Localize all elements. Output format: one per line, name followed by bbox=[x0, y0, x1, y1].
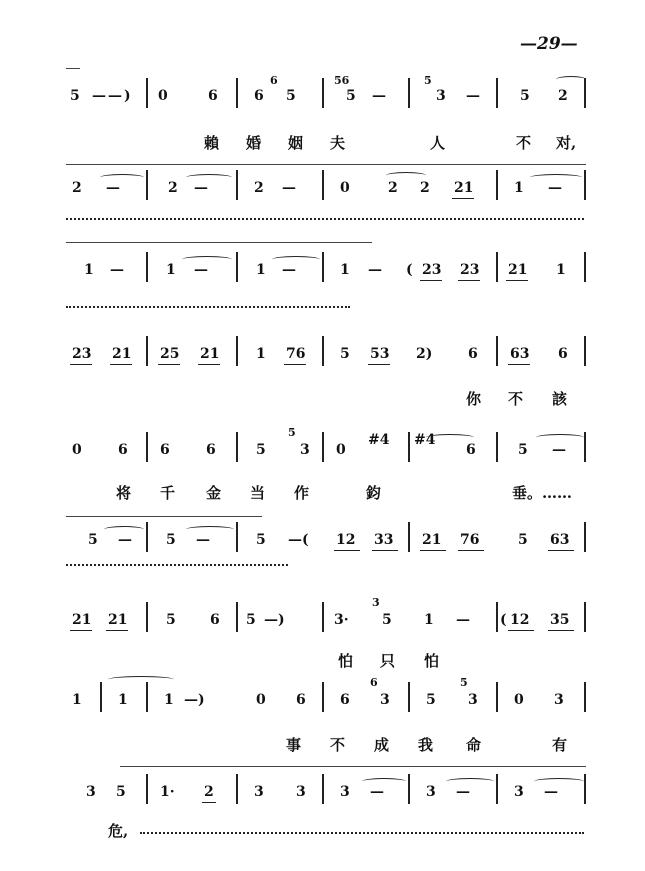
note: 76 bbox=[286, 346, 306, 362]
barline bbox=[584, 432, 586, 462]
note: 6 bbox=[206, 442, 216, 458]
slur bbox=[272, 256, 320, 263]
note: 0 bbox=[158, 88, 168, 104]
lyric: 賴 bbox=[204, 134, 220, 152]
barline bbox=[408, 774, 410, 804]
lyric: 你 bbox=[466, 390, 482, 408]
note: 5 bbox=[116, 784, 126, 800]
barline bbox=[236, 78, 238, 108]
note: 5 bbox=[256, 532, 266, 548]
lyric: 夫 bbox=[330, 134, 346, 152]
slur bbox=[536, 434, 584, 441]
page-number: —29— bbox=[520, 34, 578, 54]
lyric: 鈞 bbox=[366, 484, 382, 502]
note: 1 bbox=[340, 262, 350, 278]
lyric-continuation bbox=[66, 564, 288, 566]
note: ) bbox=[124, 88, 131, 104]
barline bbox=[408, 522, 410, 552]
slur bbox=[426, 434, 474, 441]
lyric-continuation bbox=[140, 832, 584, 834]
barline bbox=[236, 602, 238, 632]
note: 5 bbox=[382, 612, 392, 628]
barline bbox=[322, 682, 324, 712]
note: 1 bbox=[72, 692, 82, 708]
note: 6 bbox=[468, 346, 478, 362]
note: 1 bbox=[424, 612, 434, 628]
note: 5 bbox=[166, 532, 176, 548]
note: 23 bbox=[422, 262, 442, 278]
barline bbox=[146, 774, 148, 804]
slur bbox=[104, 526, 144, 533]
lyric: 有 bbox=[552, 736, 568, 754]
barline bbox=[584, 78, 586, 108]
note: — bbox=[548, 180, 562, 196]
barline bbox=[146, 170, 148, 200]
lyric: 只 bbox=[380, 652, 396, 670]
note: 21 bbox=[422, 532, 442, 548]
barline bbox=[322, 602, 324, 632]
lyric-continuation bbox=[66, 306, 350, 308]
slur bbox=[182, 256, 232, 263]
grace-note: 3 bbox=[372, 596, 380, 609]
note: 3 bbox=[468, 692, 478, 708]
note: 1· bbox=[160, 784, 175, 800]
note: #4 bbox=[414, 432, 436, 448]
slur bbox=[186, 174, 232, 181]
note: —) bbox=[264, 612, 285, 628]
note: — bbox=[194, 262, 208, 278]
note: 21 bbox=[72, 612, 92, 628]
grace-note: 5 bbox=[424, 74, 432, 87]
slur bbox=[108, 676, 174, 683]
lyric: 不 bbox=[330, 736, 346, 754]
barline bbox=[236, 522, 238, 552]
slur bbox=[362, 778, 406, 785]
note: — bbox=[544, 784, 558, 800]
note: — bbox=[456, 784, 470, 800]
note: 5 bbox=[246, 612, 256, 628]
note: #4 bbox=[368, 432, 390, 448]
barline bbox=[146, 602, 148, 632]
barline bbox=[496, 336, 498, 366]
note: —) bbox=[184, 692, 205, 708]
lyric: 該 bbox=[552, 390, 568, 408]
barline bbox=[236, 336, 238, 366]
note: 2 bbox=[168, 180, 178, 196]
note: 25 bbox=[160, 346, 180, 362]
barline bbox=[146, 432, 148, 462]
note: — bbox=[282, 262, 296, 278]
note: 12 bbox=[510, 612, 530, 628]
grace-note: 6 bbox=[370, 676, 378, 689]
note: 5 bbox=[256, 442, 266, 458]
grace-note: 5 bbox=[460, 676, 468, 689]
lyric: 千 bbox=[160, 484, 176, 502]
note: 0 bbox=[514, 692, 524, 708]
barline bbox=[322, 432, 324, 462]
barline bbox=[322, 774, 324, 804]
lyric: 怕 bbox=[424, 652, 440, 670]
note: 2 bbox=[420, 180, 430, 196]
note: 0 bbox=[72, 442, 82, 458]
note: 0 bbox=[340, 180, 350, 196]
note: 1 bbox=[514, 180, 524, 196]
lyric: 人 bbox=[430, 134, 446, 152]
barline bbox=[408, 432, 410, 462]
barline bbox=[322, 252, 324, 282]
note: — bbox=[194, 180, 208, 196]
barline bbox=[100, 682, 102, 712]
note: — bbox=[466, 88, 480, 104]
slur bbox=[100, 174, 144, 181]
note: — bbox=[118, 532, 132, 548]
note: 3 bbox=[86, 784, 96, 800]
barline bbox=[496, 602, 498, 632]
note: 6 bbox=[296, 692, 306, 708]
lyric: 怕 bbox=[338, 652, 354, 670]
lyric: 将 bbox=[116, 484, 132, 502]
note: — bbox=[372, 88, 386, 104]
note: 6 bbox=[558, 346, 568, 362]
note: 3 bbox=[254, 784, 264, 800]
note: 6 bbox=[160, 442, 170, 458]
barline bbox=[236, 774, 238, 804]
note: 12 bbox=[336, 532, 356, 548]
note: 23 bbox=[72, 346, 92, 362]
note: 5 bbox=[166, 612, 176, 628]
note: 76 bbox=[460, 532, 480, 548]
slur bbox=[556, 76, 586, 83]
barline bbox=[584, 774, 586, 804]
note: 6 bbox=[210, 612, 220, 628]
note: 6 bbox=[118, 442, 128, 458]
note: —( bbox=[288, 532, 309, 548]
lyric: 作 bbox=[294, 484, 310, 502]
lyric: 当 bbox=[250, 484, 266, 502]
slur bbox=[186, 526, 234, 533]
note: 2 bbox=[558, 88, 568, 104]
note: 3· bbox=[334, 612, 349, 628]
barline bbox=[236, 432, 238, 462]
note: 5 bbox=[518, 442, 528, 458]
barline bbox=[322, 170, 324, 200]
note: 1 bbox=[118, 692, 128, 708]
grace-note: 56 bbox=[334, 74, 350, 87]
note: 6 bbox=[340, 692, 350, 708]
barline bbox=[146, 336, 148, 366]
note: 3 bbox=[514, 784, 524, 800]
note: 1 bbox=[256, 262, 266, 278]
lyric: 姻 bbox=[288, 134, 304, 152]
barline bbox=[236, 252, 238, 282]
barline bbox=[146, 682, 148, 712]
barline bbox=[584, 682, 586, 712]
lyric: 对, bbox=[556, 134, 577, 152]
note: — bbox=[456, 612, 470, 628]
lyric: 危, bbox=[108, 822, 129, 840]
note: 21 bbox=[454, 180, 474, 196]
lyric: 婚 bbox=[246, 134, 262, 152]
note: 5 bbox=[286, 88, 296, 104]
note: — bbox=[368, 262, 382, 278]
note: — bbox=[370, 784, 384, 800]
note: 33 bbox=[374, 532, 394, 548]
note: 5 bbox=[518, 532, 528, 548]
barline bbox=[408, 682, 410, 712]
note: 1 bbox=[166, 262, 176, 278]
lyric: 命 bbox=[466, 736, 482, 754]
note: 2 bbox=[388, 180, 398, 196]
barline bbox=[496, 252, 498, 282]
barline bbox=[584, 602, 586, 632]
note: 2 bbox=[204, 784, 214, 800]
barline bbox=[496, 432, 498, 462]
note: — bbox=[282, 180, 296, 196]
barline bbox=[146, 522, 148, 552]
note: 0 bbox=[256, 692, 266, 708]
note: 3 bbox=[380, 692, 390, 708]
barline bbox=[584, 522, 586, 552]
note: 21 bbox=[200, 346, 220, 362]
note: 63 bbox=[550, 532, 570, 548]
note: 6 bbox=[208, 88, 218, 104]
note: 5 bbox=[70, 88, 80, 104]
note: 5 bbox=[340, 346, 350, 362]
note: 1 bbox=[556, 262, 566, 278]
note: 2) bbox=[416, 346, 433, 362]
barline bbox=[496, 170, 498, 200]
lyric: 我 bbox=[418, 736, 434, 754]
barline bbox=[322, 78, 324, 108]
note: 35 bbox=[550, 612, 570, 628]
lyric: 金 bbox=[206, 484, 222, 502]
note: 21 bbox=[112, 346, 132, 362]
note: 5 bbox=[346, 88, 356, 104]
note: 3 bbox=[300, 442, 310, 458]
note: — bbox=[196, 532, 210, 548]
slur bbox=[386, 172, 426, 179]
note: 1 bbox=[84, 262, 94, 278]
barline bbox=[496, 682, 498, 712]
note: 21 bbox=[508, 262, 528, 278]
note: 3 bbox=[554, 692, 564, 708]
lyric: 不 bbox=[516, 134, 532, 152]
note: — bbox=[92, 88, 106, 104]
barline bbox=[584, 170, 586, 200]
note: 2 bbox=[72, 180, 82, 196]
note: 5 bbox=[88, 532, 98, 548]
note: 2 bbox=[254, 180, 264, 196]
slur bbox=[446, 778, 494, 785]
lyric: 成 bbox=[374, 736, 390, 754]
note: 0 bbox=[336, 442, 346, 458]
barline bbox=[584, 336, 586, 366]
note: — bbox=[108, 88, 122, 104]
note: 1 bbox=[164, 692, 174, 708]
grace-note: 5 bbox=[288, 426, 296, 439]
note: — bbox=[106, 180, 120, 196]
note: — bbox=[110, 262, 124, 278]
note: 53 bbox=[370, 346, 390, 362]
lyric: 不 bbox=[508, 390, 524, 408]
barline bbox=[408, 78, 410, 108]
lyric-continuation bbox=[66, 218, 584, 220]
note: ( bbox=[500, 612, 507, 628]
note: ( bbox=[406, 262, 413, 278]
note: 3 bbox=[436, 88, 446, 104]
note: 5 bbox=[520, 88, 530, 104]
note: — bbox=[552, 442, 566, 458]
barline bbox=[146, 78, 148, 108]
note: 5 bbox=[426, 692, 436, 708]
barline bbox=[496, 774, 498, 804]
note: 21 bbox=[108, 612, 128, 628]
barline bbox=[236, 170, 238, 200]
barline bbox=[584, 252, 586, 282]
note: 6 bbox=[254, 88, 264, 104]
slur bbox=[534, 778, 584, 785]
barline bbox=[146, 252, 148, 282]
note: 3 bbox=[340, 784, 350, 800]
lyric: 垂。…… bbox=[512, 484, 573, 502]
note: 63 bbox=[510, 346, 530, 362]
slur bbox=[530, 174, 582, 181]
grace-note: 6 bbox=[270, 74, 278, 87]
barline bbox=[322, 336, 324, 366]
lyric: 事 bbox=[286, 736, 302, 754]
note: 3 bbox=[296, 784, 306, 800]
note: 1 bbox=[256, 346, 266, 362]
note: 23 bbox=[460, 262, 480, 278]
note: 6 bbox=[466, 442, 476, 458]
barline bbox=[496, 78, 498, 108]
note: 3 bbox=[426, 784, 436, 800]
